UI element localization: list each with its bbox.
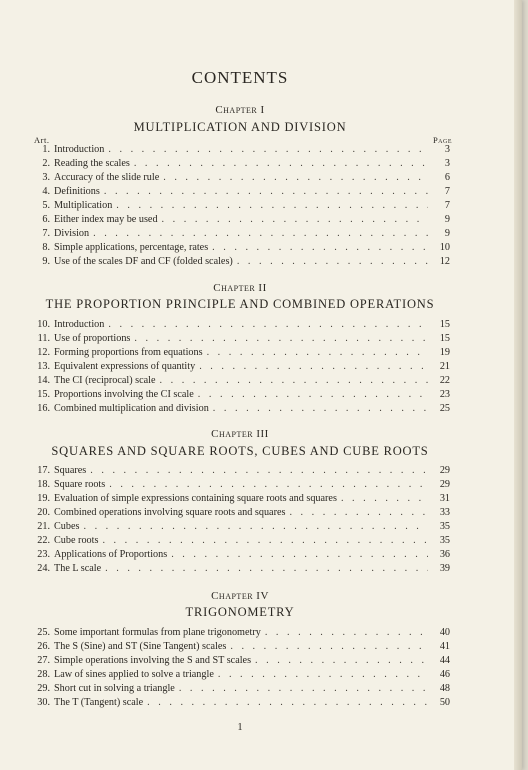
entry-number: 11. [37, 333, 50, 344]
footer-page-number: 1 [237, 722, 243, 733]
toc-entry [22, 388, 450, 402]
entry-title: Short cut in solving a triangle [54, 683, 175, 694]
toc-entry [22, 360, 450, 374]
entry-title: The CI (reciprocal) scale [54, 375, 156, 386]
entry-page: 39 [439, 563, 450, 574]
dot-leader [341, 492, 428, 506]
entry-number: 5. [42, 200, 50, 211]
dot-leader [147, 696, 428, 710]
entry-page: 21 [439, 361, 450, 372]
toc-entry [22, 696, 450, 710]
toc-entry [22, 534, 450, 548]
chapter-4-title: TRIGONOMETRY [185, 605, 295, 619]
page-column-head: Page [432, 135, 452, 145]
entry-number: 21. [37, 521, 50, 532]
dot-leader [212, 241, 428, 255]
chapter-2-title: THE PROPORTION PRINCIPLE AND COMBINED OPERATIONS [45, 297, 435, 311]
dot-leader [116, 199, 428, 213]
entry-title: Squares [54, 465, 87, 476]
dot-leader [105, 562, 428, 576]
entry-title: Evaluation of simple expressions containing square roots and squares [54, 493, 337, 504]
article-column-head: Art. [34, 135, 50, 145]
toc-entry [22, 199, 450, 213]
dot-leader [108, 143, 428, 157]
toc-entry [22, 332, 450, 346]
entry-page: 40 [439, 627, 450, 638]
entry-title: Forming proportions from equations [54, 347, 203, 358]
toc-entry [22, 227, 450, 241]
chapter-1-label: Chapter I [215, 104, 265, 116]
entry-number: 17. [37, 465, 50, 476]
dot-leader [108, 318, 428, 332]
dot-leader [218, 668, 428, 682]
dot-leader [163, 171, 428, 185]
entry-title: The T (Tangent) scale [54, 697, 144, 708]
entry-title: Division [54, 228, 90, 239]
dot-leader [265, 626, 428, 640]
entry-page: 3 [444, 144, 450, 155]
chapter-3-label: Chapter III [211, 428, 269, 440]
entry-title: Either index may be used [54, 214, 158, 225]
entry-title: Accuracy of the slide rule [54, 172, 160, 183]
dot-leader [171, 548, 428, 562]
entry-title: Introduction [54, 144, 105, 155]
entry-number: 2. [42, 158, 50, 169]
entry-number: 14. [37, 375, 50, 386]
entry-page: 23 [439, 389, 450, 400]
dot-leader [134, 157, 428, 171]
entry-number: 27. [37, 655, 50, 666]
entry-title: Combined multiplication and division [54, 403, 209, 414]
entry-page: 15 [439, 319, 450, 330]
toc-entry [22, 478, 450, 492]
entry-number: 18. [37, 479, 50, 490]
entry-number: 12. [37, 347, 50, 358]
entry-page: 9 [444, 214, 450, 225]
toc-entry [22, 654, 450, 668]
entry-page: 7 [444, 186, 450, 197]
chapter-3-title: SQUARES AND SQUARE ROOTS, CUBES AND CUBE ROOTS [51, 444, 429, 458]
entry-title: Square roots [54, 479, 106, 490]
entry-number: 20. [37, 507, 50, 518]
entry-title: Use of proportions [54, 333, 131, 344]
dot-leader [102, 534, 428, 548]
entry-title: Combined operations involving square roots and squares [54, 507, 286, 518]
entry-title: Simple applications, percentage, rates [54, 242, 209, 253]
entry-title: Multiplication [54, 200, 113, 211]
entry-title: Law of sines applied to solve a triangle [54, 669, 214, 680]
toc-entry [22, 157, 450, 171]
toc-entry [22, 520, 450, 534]
entry-number: 25. [37, 627, 50, 638]
toc-entry [22, 346, 450, 360]
dot-leader [162, 213, 428, 227]
entry-number: 26. [37, 641, 50, 652]
entry-title: Cubes [54, 521, 80, 532]
entry-page: 33 [439, 507, 450, 518]
entry-number: 7. [42, 228, 50, 239]
entry-title: Proportions involving the CI scale [54, 389, 194, 400]
entry-page: 3 [444, 158, 450, 169]
entry-page: 7 [444, 200, 450, 211]
toc-entry [22, 318, 450, 332]
entry-page: 9 [444, 228, 450, 239]
entry-number: 15. [37, 389, 50, 400]
entry-page: 41 [439, 641, 450, 652]
entry-number: 8. [42, 242, 50, 253]
entry-number: 23. [37, 549, 50, 560]
toc-entry [22, 682, 450, 696]
entry-page: 15 [439, 333, 450, 344]
chapter-2-label: Chapter II [213, 282, 267, 294]
entry-title: Some important formulas from plane trigonometry [54, 627, 261, 638]
entry-page: 46 [439, 669, 450, 680]
entry-page: 12 [439, 256, 450, 267]
toc-entry [22, 464, 450, 478]
dot-leader [207, 346, 428, 360]
entry-page: 35 [439, 535, 450, 546]
dot-leader [90, 464, 428, 478]
dot-leader [237, 255, 428, 269]
toc-entry [22, 626, 450, 640]
dot-leader [134, 332, 428, 346]
dot-leader [160, 374, 428, 388]
entry-page: 29 [439, 465, 450, 476]
toc-entry [22, 374, 450, 388]
entry-title: The L scale [54, 563, 102, 574]
dot-leader [83, 520, 428, 534]
entry-number: 6. [42, 214, 50, 225]
dot-leader [289, 506, 428, 520]
entry-number: 10. [37, 319, 50, 330]
dot-leader [199, 360, 428, 374]
entry-page: 31 [439, 493, 450, 504]
toc-entry [22, 255, 450, 269]
entry-title: Cube roots [54, 535, 99, 546]
entry-page: 25 [439, 403, 450, 414]
chapter-1-title: MULTIPLICATION AND DIVISION [133, 120, 347, 134]
toc-entry [22, 185, 450, 199]
toc-entry [22, 640, 450, 654]
toc-entry [22, 548, 450, 562]
toc-entry [22, 492, 450, 506]
entry-title: Applications of Proportions [54, 549, 168, 560]
entry-title: Reading the scales [54, 158, 130, 169]
toc-entry [22, 143, 450, 157]
entry-number: 28. [37, 669, 50, 680]
entry-page: 35 [439, 521, 450, 532]
toc-entry [22, 562, 450, 576]
entry-title: Equivalent expressions of quantity [54, 361, 196, 372]
dot-leader [255, 654, 428, 668]
toc-entry [22, 506, 450, 520]
entry-number: 22. [37, 535, 50, 546]
page-edge [514, 0, 522, 770]
entry-page: 36 [439, 549, 450, 560]
toc-entry [22, 171, 450, 185]
dot-leader [198, 388, 428, 402]
entry-number: 24. [37, 563, 50, 574]
entry-page: 50 [439, 697, 450, 708]
toc-entry [22, 402, 450, 416]
entry-title: Use of the scales DF and CF (folded scales) [54, 256, 233, 267]
dot-leader [104, 185, 428, 199]
contents-heading: CONTENTS [191, 68, 289, 87]
entry-page: 6 [444, 172, 450, 183]
entry-page: 19 [439, 347, 450, 358]
entry-number: 4. [42, 186, 50, 197]
entry-number: 13. [37, 361, 50, 372]
dot-leader [230, 640, 428, 654]
entry-page: 22 [439, 375, 450, 386]
entry-page: 44 [439, 655, 450, 666]
entry-page: 48 [439, 683, 450, 694]
entry-number: 30. [37, 697, 50, 708]
entry-number: 1. [42, 144, 50, 155]
toc-entry [22, 213, 450, 227]
entry-title: Simple operations involving the S and ST scales [54, 655, 252, 666]
dot-leader [213, 402, 428, 416]
entry-title: Introduction [54, 319, 105, 330]
entry-number: 3. [42, 172, 50, 183]
toc-entry [22, 668, 450, 682]
entry-title: The S (Sine) and ST (Sine Tangent) scales [54, 641, 227, 652]
dot-leader [109, 478, 428, 492]
entry-number: 16. [37, 403, 50, 414]
entry-page: 10 [439, 242, 450, 253]
entry-title: Definitions [54, 186, 100, 197]
toc-entry [22, 241, 450, 255]
entry-number: 19. [37, 493, 50, 504]
entry-number: 29. [37, 683, 50, 694]
entry-number: 9. [42, 256, 50, 267]
dot-leader [179, 682, 428, 696]
entry-page: 29 [439, 479, 450, 490]
dot-leader [93, 227, 428, 241]
chapter-4-label: Chapter IV [211, 590, 269, 602]
